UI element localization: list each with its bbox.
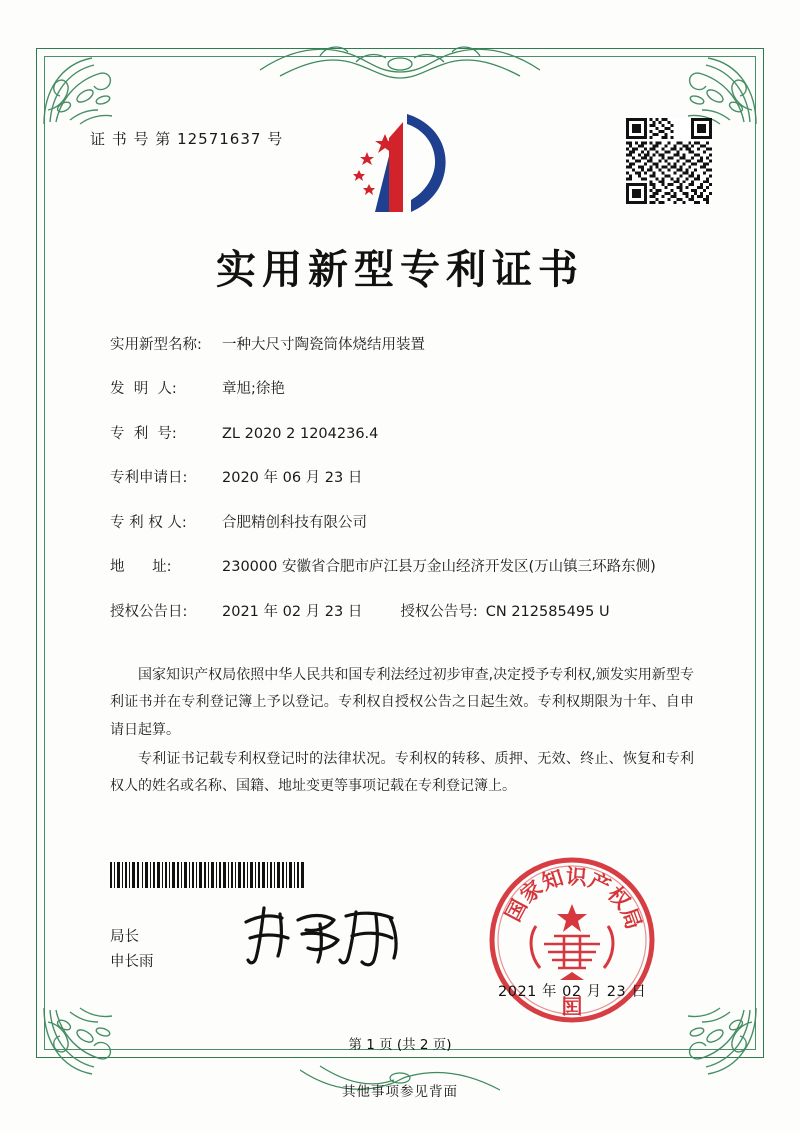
paragraph: 国家知识产权局依照中华人民共和国专利法经过初步审查,决定授予专利权,颁发实用新型专利证书并在专利登记簿上予以登记。专利权自授权公告之日起生效。专利权期限为十年、自申请日起算。 (110, 667, 694, 738)
svg-text:知: 知 (538, 864, 567, 895)
field-row (110, 512, 700, 534)
field-label: 地 址: (110, 559, 172, 576)
footer-note: 其他事项参见背面 (342, 1084, 458, 1100)
field-label: 授权公告日: (110, 603, 188, 620)
field-label: 专利申请日: (110, 470, 188, 487)
svg-text:识: 识 (565, 863, 588, 890)
field-row (110, 334, 700, 356)
national-emblem-red-seal-icon (484, 852, 660, 1028)
cnipa-logo-icon (345, 108, 465, 220)
field-value: 2021 年 02 月 23 日 (222, 603, 363, 620)
handwritten-signature-icon (236, 900, 416, 970)
svg-text:国: 国 (499, 895, 532, 926)
director-name: 申长雨 (110, 953, 154, 970)
field-label: 专 利 权 人: (110, 514, 187, 531)
director-title: 局长 (110, 929, 139, 945)
body-paragraphs (110, 662, 694, 802)
field-label: 专 利 号: (110, 425, 177, 442)
signature-label (110, 925, 154, 974)
field-label: 发 明 人: (110, 381, 177, 398)
svg-text:国: 国 (561, 993, 583, 1018)
field-value: 合肥精创科技有限公司 (222, 514, 367, 531)
corner-ornament-icon (40, 52, 126, 128)
svg-text:权: 权 (602, 881, 636, 914)
svg-text:产: 产 (584, 867, 615, 899)
top-flourish-icon (260, 40, 540, 86)
paragraph: 专利证书记载专利权登记时的法律状况。专利权的转移、质押、无效、终止、恢复和专利权人的姓名或名称、国籍、地址变更等事项记载在专利登记簿上。 (110, 750, 694, 795)
page-number: 第 1 页 (共 2 页) (348, 1037, 452, 1053)
svg-text:家: 家 (515, 875, 548, 908)
field-value: 一种大尺寸陶瓷筒体烧结用装置 (222, 337, 425, 353)
field-list (110, 334, 700, 645)
field-row (110, 467, 700, 489)
barcode-icon (110, 862, 306, 888)
field-label: 实用新型名称: (110, 337, 202, 353)
field-label: 授权公告号: (400, 603, 478, 620)
field-value: 章旭;徐艳 (222, 381, 285, 398)
field-row (110, 423, 700, 445)
field-row (110, 556, 700, 578)
page-title: 实用新型专利证书 (216, 246, 584, 293)
field-value: CN 212585495 U (485, 603, 610, 620)
grant-row (110, 601, 700, 623)
qr-code-icon (626, 118, 712, 204)
svg-text:局: 局 (616, 904, 648, 933)
field-row (110, 378, 700, 400)
field-value: ZL 2020 2 1204236.4 (222, 425, 379, 442)
seal-date: 2021 年 02 月 23 日 (498, 984, 647, 1000)
certificate-number: 证 书 号 第 12571637 号 (90, 130, 284, 148)
field-value: 2020 年 06 月 23 日 (222, 470, 363, 487)
corner-ornament-icon (674, 52, 760, 128)
field-value: 230000 安徽省合肥市庐江县万金山经济开发区(万山镇三环路东侧) (222, 559, 656, 576)
